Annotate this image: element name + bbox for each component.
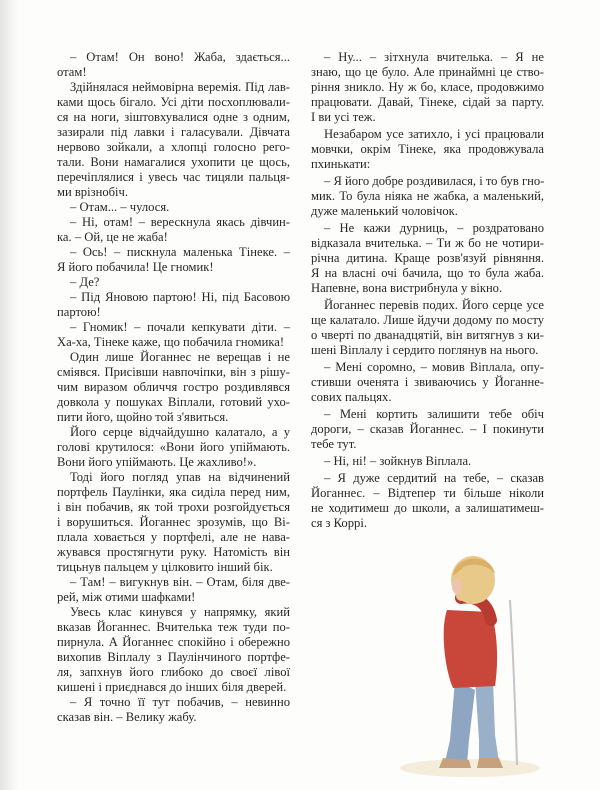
text-line: пити його, щойно той з'явиться. [57,410,229,424]
text-column-right [311,50,544,531]
text-line: ля, запхнув його глибоко до своєї лівої [57,665,290,679]
text-line: – Не кажи дурниць, – роздратовано [324,221,544,235]
paragraph [311,471,544,531]
text-line: Тоді його погляд упав на відчинений [70,470,290,484]
text-line: Напевне, вона вистрибнула у вікно. [311,281,503,295]
text-line: сміявся. Присівши навпочіпки, він з рішу- [57,365,290,379]
text-line: шені Віплалу і сердито поглянув на нього. [311,343,539,357]
text-line: зазирали під лавки і галасували. Дівчата [57,125,290,139]
paragraph [311,127,544,172]
text-line: портфель Паулінки, яка сиділа перед ним, [57,485,290,499]
text-line: – Я точно її тут побачив, – невинно [70,695,290,709]
text-line: стивши оченята і звиваючись у Йоганне- [311,375,544,389]
paragraph [57,50,290,80]
text-line: ріння зникло. Ну ж бо, класе, продовжимо [311,80,544,94]
text-line: – Отам! Он воно! Жаба, здається... [70,50,290,64]
text-line: – Там! – вигукнув він. – Отам, біля две- [70,575,290,589]
text-line: пирнула. А Йоганнес спокійно і обережно [57,635,290,649]
text-line: плала ховається у портфелі, але не нава- [57,530,290,544]
paragraph [57,80,290,200]
paragraph [57,290,290,320]
text-line: тали. Вони намагалися ухопити це щось, [57,155,290,169]
text-line: перечіплялися і увесь час тицяли пальця- [57,170,290,184]
text-line: тебе тут. [311,437,357,451]
text-line: ми врізнобіч. [57,185,128,199]
text-line: – Мені кортить залишити тебе обіч [324,407,544,421]
paragraph [57,215,290,245]
text-line: ще калатало. Лише йдучи додому по мосту [311,313,544,327]
text-line: – Ні, отам! – верескнула якась дівчин- [70,215,290,229]
text-line: о чверті по дванадцятій, він витягнув з ки- [311,328,544,342]
text-line: – Ну... – зітхнула вчителька. – Я не [324,50,544,64]
text-line: тицьнув пальцем у цілковито інший бік. [57,560,273,574]
text-line: Один лише Йоганнес не верещав і не [70,350,290,364]
text-line: Я його побачила! Це гномик! [57,260,214,274]
text-line: сказав він. – Велику жабу. [57,710,197,724]
text-line: ся на ноги, зіштовхувалися одне з одним, [57,110,290,124]
paragraph [311,50,544,125]
text-line: – Я його добре роздивилася, і то був гно- [324,174,545,188]
text-line: не ходитимеш до школи, а залишатимеш- [311,501,544,515]
text-line: пхинькати: [311,157,371,171]
text-line: – Мені соромно, – мовив Віплала, опу- [324,360,544,374]
paragraph [311,298,544,358]
text-line: вихопив Віплалу з Паулінчиного портфе- [57,650,290,664]
text-line: кишені і приєднався до інших біля дверей. [57,680,287,694]
paragraph [57,605,290,695]
text-line: і він побачив, як той трохи розгойдується [57,500,290,514]
paragraph [311,221,544,296]
text-line: Я на власні очі бачила, що то була жаба. [311,266,544,280]
boy-illustration [395,540,555,780]
text-line: ками щось бігало. Усі діти посхоплювали- [57,95,290,109]
paragraph [57,320,290,350]
paragraph [57,275,290,290]
text-line: нервово зойкали, а хлопці голосно рего- [57,140,290,154]
text-line: – Під Яновою партою! Ні, під Басовою [70,290,290,304]
text-line: знаю, що це було. Але принаймні це ство- [311,65,544,79]
text-line: ся з Коррі. [311,516,367,530]
paragraph [57,350,290,425]
text-line: Ха-ха, Тінеке каже, що побачила гномика! [57,335,285,349]
paragraph [57,470,290,575]
paragraph [57,695,290,725]
paragraph [57,575,290,605]
text-line: сових пальцях. [311,390,392,404]
text-line: Увесь клас кинувся у напрямку, який [70,605,290,619]
text-line: – Гномик! – почали кепкувати діти. – [70,320,290,334]
text-line: Вони його упіймають. Це жахливо!». [57,455,257,469]
text-line: – Ні, ні! – зойкнув Віплала. [324,454,472,468]
text-line: дороги, – сказав Йоганнес. – І покинути [311,422,544,436]
text-line: довкола у пошуках Віплали, готовий ухо- [57,395,290,409]
text-column-left [57,50,290,725]
text-line: рей, між отими шафками! [57,590,196,604]
text-line: річна дитина. Краще розв'язуй рівняння. [311,251,544,265]
paragraph [57,245,290,275]
paragraph [57,425,290,470]
text-line: І ви усі теж. [311,110,376,124]
text-line: і ворушиться. Йоганнес зрозумів, що Ві- [57,515,290,529]
text-line: Йоганнес перевів подих. Його серце усе [324,298,544,312]
text-line: Незабаром усе затихло, і усі працювали [324,127,544,141]
text-line: вказав Йоганнес. Вчителька теж туди по- [57,620,290,634]
paragraph [57,200,290,215]
text-line: партою! [57,305,101,319]
text-line: ка. – Ой, це не жаба! [57,230,168,244]
text-line: – Де? [70,275,100,289]
text-line: чим виразом обличчя гостро роздивлявся [57,380,290,394]
text-line: дуже маленький чоловічок. [311,204,458,218]
text-line: – Отам... – чулося. [70,200,170,214]
text-line: голові крутилося: «Вони його упіймають. [57,440,290,454]
text-line: працювати. Давай, Тінеке, сідай за парту. [311,95,544,109]
text-line: мовчки, окрім Тінеке, яка продовжувала [311,142,544,156]
text-line: Йоганнес. – Відтепер ти більше ніколи [311,486,544,500]
text-line: Здійнялася неймовірна веремія. Під лав- [70,80,290,94]
text-line: – Я дуже сердитий на тебе, – сказав [324,471,544,485]
text-line: – Ось! – пискнула маленька Тінеке. – [70,245,290,259]
book-gutter-shadow [0,0,18,790]
text-line: жувався простягнути руку. Натомість він [57,545,290,559]
paragraph [311,454,544,469]
text-line: мик. То була ніяка не жабка, а маленький, [311,189,544,203]
text-line: отам! [57,65,87,79]
text-line: відказала вчителька. – Ти ж бо не чотири- [311,236,544,250]
paragraph [311,360,544,405]
text-line: Його серце відчайдушно калатало, а у [70,425,290,439]
paragraph [311,174,544,219]
paragraph [311,407,544,452]
